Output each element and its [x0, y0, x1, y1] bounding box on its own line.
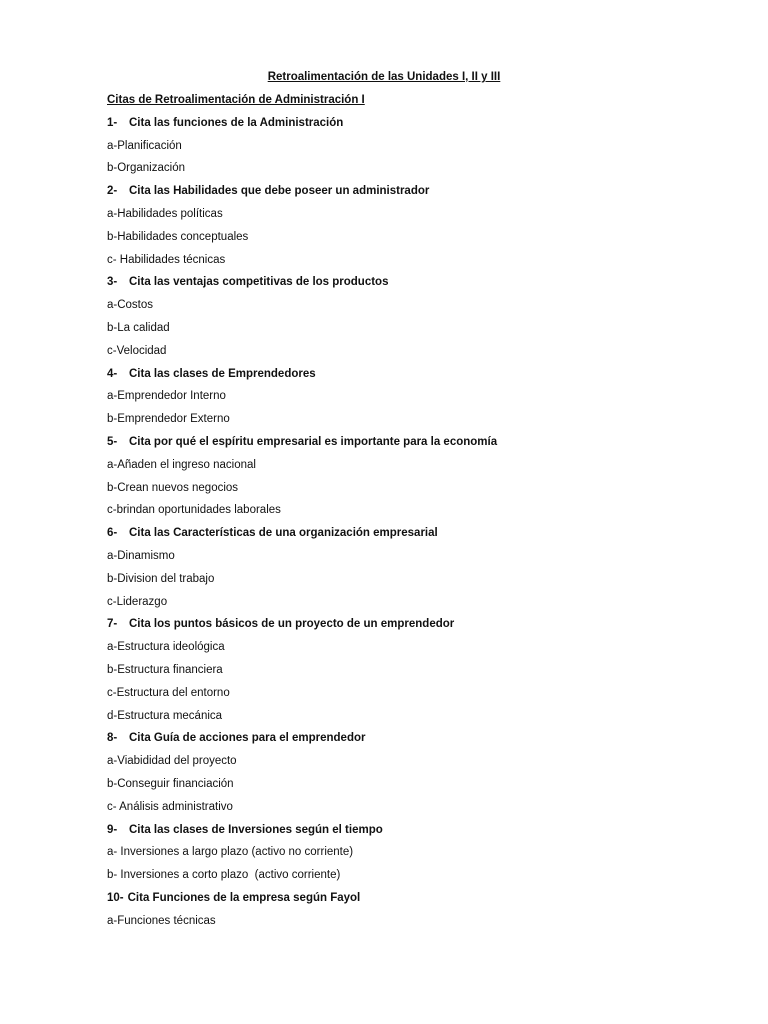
answer-item: a-Estructura ideológica	[107, 641, 225, 653]
answer-item: b-La calidad	[107, 322, 170, 334]
answer-item: b-Organización	[107, 162, 185, 174]
answer-item: a- Inversiones a largo plazo (activo no corriente)	[107, 846, 354, 858]
question-number: 10-	[107, 892, 124, 904]
answer-item: b-Estructura financiera	[107, 664, 223, 676]
question-number: 2-	[107, 185, 118, 197]
question-text: Cita Guía de acciones para el emprendedor	[129, 732, 366, 744]
question-heading	[107, 822, 383, 838]
answer-item: a-Funciones técnicas	[107, 915, 216, 927]
document-subtitle: Citas de Retroalimentación de Administración I	[107, 94, 365, 106]
answer-item: c-Liderazgo	[107, 596, 168, 608]
question-text: Cita las funciones de la Administración	[129, 117, 344, 129]
question-number: 4-	[107, 368, 118, 380]
question-text: Cita las clases de Emprendedores	[129, 368, 316, 380]
document-title: Retroalimentación de las Unidades I, II y III	[267, 71, 501, 83]
question-text: Cita los puntos básicos de un proyecto de un emprendedor	[129, 618, 455, 630]
answer-item: b- Inversiones a corto plazo (activo corriente)	[107, 869, 341, 881]
question-heading	[107, 274, 388, 290]
question-text: Cita las ventajas competitivas de los productos	[129, 276, 389, 288]
question-text: Cita las clases de Inversiones según el tiempo	[129, 824, 383, 836]
answer-item: a-Viabididad del proyecto	[107, 755, 237, 767]
question-number: 3-	[107, 276, 118, 288]
answer-item: a-Añaden el ingreso nacional	[107, 459, 256, 471]
answer-item: a-Habilidades políticas	[107, 208, 223, 220]
question-heading	[107, 890, 360, 906]
answer-item: c- Habilidades técnicas	[107, 254, 226, 266]
question-heading	[107, 730, 365, 746]
question-number: 5-	[107, 436, 118, 448]
question-number: 6-	[107, 527, 118, 539]
question-number: 8-	[107, 732, 118, 744]
answer-item: b-Habilidades conceptuales	[107, 231, 249, 243]
answer-item: a-Planificación	[107, 140, 182, 152]
answer-item: b-Crean nuevos negocios	[107, 482, 239, 494]
question-heading	[107, 434, 497, 450]
answer-item: b-Division del trabajo	[107, 573, 215, 585]
answer-item: d-Estructura mecánica	[107, 710, 223, 722]
answer-item: a-Costos	[107, 299, 154, 311]
question-number: 7-	[107, 618, 118, 630]
question-heading	[107, 366, 316, 382]
answer-item: b-Conseguir financiación	[107, 778, 234, 790]
question-heading	[107, 525, 438, 541]
answer-item: c-Estructura del entorno	[107, 687, 230, 699]
question-heading	[107, 183, 429, 199]
answer-item: a-Emprendedor Interno	[107, 390, 226, 402]
question-text: Cita las Características de una organización empresarial	[129, 527, 438, 539]
answer-item: a-Dinamismo	[107, 550, 175, 562]
question-number: 1-	[107, 117, 118, 129]
question-number: 9-	[107, 824, 118, 836]
answer-item: c- Análisis administrativo	[107, 801, 233, 813]
answer-item: c-Velocidad	[107, 345, 167, 357]
question-text: Cita las Habilidades que debe poseer un administrador	[129, 185, 430, 197]
question-heading	[107, 115, 343, 131]
answer-item: c-brindan oportunidades laborales	[107, 504, 281, 516]
answer-item: b-Emprendedor Externo	[107, 413, 230, 425]
question-text: Cita Funciones de la empresa según Fayol	[127, 892, 361, 904]
question-text: Cita por qué el espíritu empresarial es importante para la economía	[129, 436, 498, 448]
question-heading	[107, 616, 454, 632]
